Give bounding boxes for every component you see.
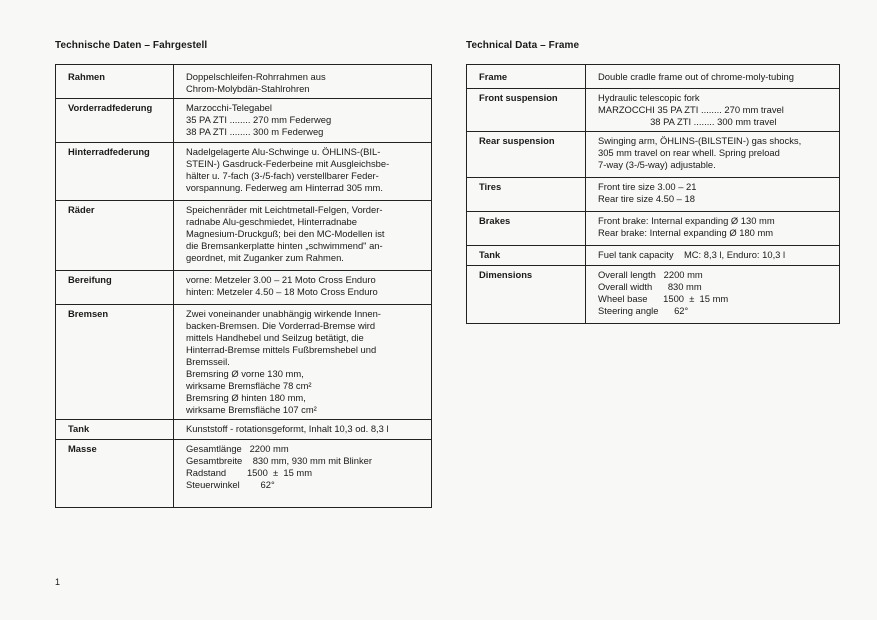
spec-value-line: Bremsring Ø vorne 130 mm, bbox=[186, 368, 304, 379]
spec-value bbox=[586, 246, 840, 266]
spec-value-line: Fuel tank capacity MC: 8,3 l, Enduro: 10,3 l bbox=[598, 249, 786, 260]
spec-value-line: Nadelgelagerte Alu-Schwinge u. ÖHLINS-(BIL- bbox=[186, 146, 381, 157]
spec-value-line: Chrom-Molybdän-Stahlrohren bbox=[186, 83, 310, 94]
spec-value-line: STEIN-) Gasdruck-Federbeine mit Ausgleichsbe- bbox=[186, 158, 390, 169]
spec-value-line: Speichenräder mit Leichtmetall-Felgen, Vorder- bbox=[186, 204, 383, 215]
spec-row bbox=[56, 201, 432, 271]
spec-value-line: Bremsseil. bbox=[186, 356, 230, 367]
spec-value-line: wirksame Bremsfläche 107 cm² bbox=[186, 404, 317, 415]
spec-value-line: Gesamtlänge 2200 mm bbox=[186, 443, 289, 454]
spec-value-line: 7-way (3-/5-way) adjustable. bbox=[598, 159, 716, 170]
heading-technische-daten: Technische Daten – Fahrgestell bbox=[55, 40, 208, 51]
spec-label: Vorderradfederung bbox=[56, 99, 174, 143]
spec-value-line: Hydraulic telescopic fork bbox=[598, 92, 700, 103]
spec-value-line: geordnet, mit Zuganker zum Rahmen. bbox=[186, 252, 344, 263]
spec-value-line: radnabe Alu-geschmiedet, Hinterradnabe bbox=[186, 216, 357, 227]
spec-table-german bbox=[55, 64, 432, 508]
spec-value bbox=[174, 65, 432, 99]
spec-row bbox=[467, 132, 840, 178]
spec-value-line: wirksame Bremsfläche 78 cm² bbox=[186, 380, 312, 391]
spec-row bbox=[467, 266, 840, 324]
spec-value bbox=[586, 212, 840, 246]
spec-value-line: Swinging arm, ÖHLINS-(BILSTEIN-) gas shocks, bbox=[598, 135, 802, 146]
spec-value bbox=[586, 132, 840, 178]
spec-value bbox=[174, 99, 432, 143]
spec-row bbox=[467, 65, 840, 89]
spec-value bbox=[174, 420, 432, 440]
spec-row bbox=[467, 178, 840, 212]
spec-row bbox=[56, 420, 432, 440]
spec-value bbox=[174, 440, 432, 508]
spec-value-line: Rear brake: Internal expanding Ø 180 mm bbox=[598, 227, 774, 238]
spec-value-line: backen-Bremsen. Die Vorderrad-Bremse wird bbox=[186, 320, 376, 331]
spec-label: Rahmen bbox=[56, 65, 174, 99]
spec-value-line: 305 mm travel on rear whell. Spring preload bbox=[598, 147, 780, 158]
spec-value-line: Double cradle frame out of chrome-moly-tubing bbox=[598, 71, 794, 82]
page-number: 1 bbox=[55, 577, 61, 587]
spec-row bbox=[56, 143, 432, 201]
spec-row bbox=[467, 212, 840, 246]
spec-value-line: Overall width 830 mm bbox=[598, 281, 702, 292]
spec-label: Tank bbox=[467, 246, 586, 266]
spec-value bbox=[586, 266, 840, 324]
spec-value-line: Front brake: Internal expanding Ø 130 mm bbox=[598, 215, 775, 226]
spec-label: Hinterradfederung bbox=[56, 143, 174, 201]
spec-value-line: Radstand 1500 ± 15 mm bbox=[186, 467, 313, 478]
spec-label: Tank bbox=[56, 420, 174, 440]
spec-value-line: Hinterrad-Bremse mittels Fußbremshebel und bbox=[186, 344, 377, 355]
spec-label: Brakes bbox=[467, 212, 586, 246]
spec-value bbox=[174, 143, 432, 201]
spec-value bbox=[174, 271, 432, 305]
spec-value-line: Overall length 2200 mm bbox=[598, 269, 703, 280]
spec-label: Masse bbox=[56, 440, 174, 508]
spec-row bbox=[56, 271, 432, 305]
spec-value-line: vorne: Metzeler 3.00 – 21 Moto Cross Enduro bbox=[186, 274, 376, 285]
spec-value-line: hälter u. 7-fach (3-/5-fach) verstellbarer Feder- bbox=[186, 170, 379, 181]
spec-value bbox=[174, 201, 432, 271]
spec-label: Frame bbox=[467, 65, 586, 89]
spec-label: Front suspension bbox=[467, 89, 586, 132]
spec-value-line: die Bremsankerplatte hinten „schwimmend" an- bbox=[186, 240, 383, 251]
spec-value-line: Wheel base 1500 ± 15 mm bbox=[598, 293, 729, 304]
spec-row bbox=[467, 89, 840, 132]
spec-value-line: 35 PA ZTI ........ 270 mm Federweg bbox=[186, 114, 332, 125]
spec-row bbox=[56, 305, 432, 420]
spec-label: Räder bbox=[56, 201, 174, 271]
spec-row bbox=[467, 246, 840, 266]
spec-label: Dimensions bbox=[467, 266, 586, 324]
spec-row bbox=[56, 99, 432, 143]
spec-value-line: Front tire size 3.00 – 21 bbox=[598, 181, 697, 192]
spec-value bbox=[586, 89, 840, 132]
spec-value-line: Doppelschleifen-Rohrrahmen aus bbox=[186, 71, 326, 82]
spec-value-line: Rear tire size 4.50 – 18 bbox=[598, 193, 695, 204]
spec-value-line: Zwei voneinander unabhängig wirkende Innen- bbox=[186, 308, 381, 319]
spec-row bbox=[56, 65, 432, 99]
spec-label: Rear suspension bbox=[467, 132, 586, 178]
spec-value-line: Magnesium-Druckguß; bei den MC-Modellen ist bbox=[186, 228, 385, 239]
spec-table-english bbox=[466, 64, 840, 324]
spec-value-line: 38 PA ZTI ........ 300 m Federweg bbox=[186, 126, 324, 137]
spec-value bbox=[586, 178, 840, 212]
spec-value-line: Steering angle 62° bbox=[598, 305, 689, 316]
spec-value bbox=[174, 305, 432, 420]
spec-value-line: Marzocchi-Telegabel bbox=[186, 102, 272, 113]
spec-value-line: Kunststoff - rotationsgeformt, Inhalt 10,3 od. 8,3 l bbox=[186, 423, 389, 434]
spec-label: Bremsen bbox=[56, 305, 174, 420]
spec-value-line: Gesamtbreite 830 mm, 930 mm mit Blinker bbox=[186, 455, 372, 466]
spec-value-line: hinten: Metzeler 4.50 – 18 Moto Cross Enduro bbox=[186, 286, 378, 297]
spec-label: Tires bbox=[467, 178, 586, 212]
heading-technical-data: Technical Data – Frame bbox=[466, 40, 580, 51]
spec-value-line: Bremsring Ø hinten 180 mm, bbox=[186, 392, 306, 403]
spec-row bbox=[56, 440, 432, 508]
spec-value-line: mittels Handhebel und Seilzug betätigt, die bbox=[186, 332, 364, 343]
spec-value-line: vorspannung. Federweg am Hinterrad 305 mm. bbox=[186, 182, 383, 193]
spec-value-line: 38 PA ZTI ........ 300 mm travel bbox=[598, 116, 777, 127]
spec-label: Bereifung bbox=[56, 271, 174, 305]
spec-value bbox=[586, 65, 840, 89]
spec-value-line: MARZOCCHI 35 PA ZTI ........ 270 mm travel bbox=[598, 104, 784, 115]
spec-value-line: Steuerwinkel 62° bbox=[186, 479, 275, 490]
